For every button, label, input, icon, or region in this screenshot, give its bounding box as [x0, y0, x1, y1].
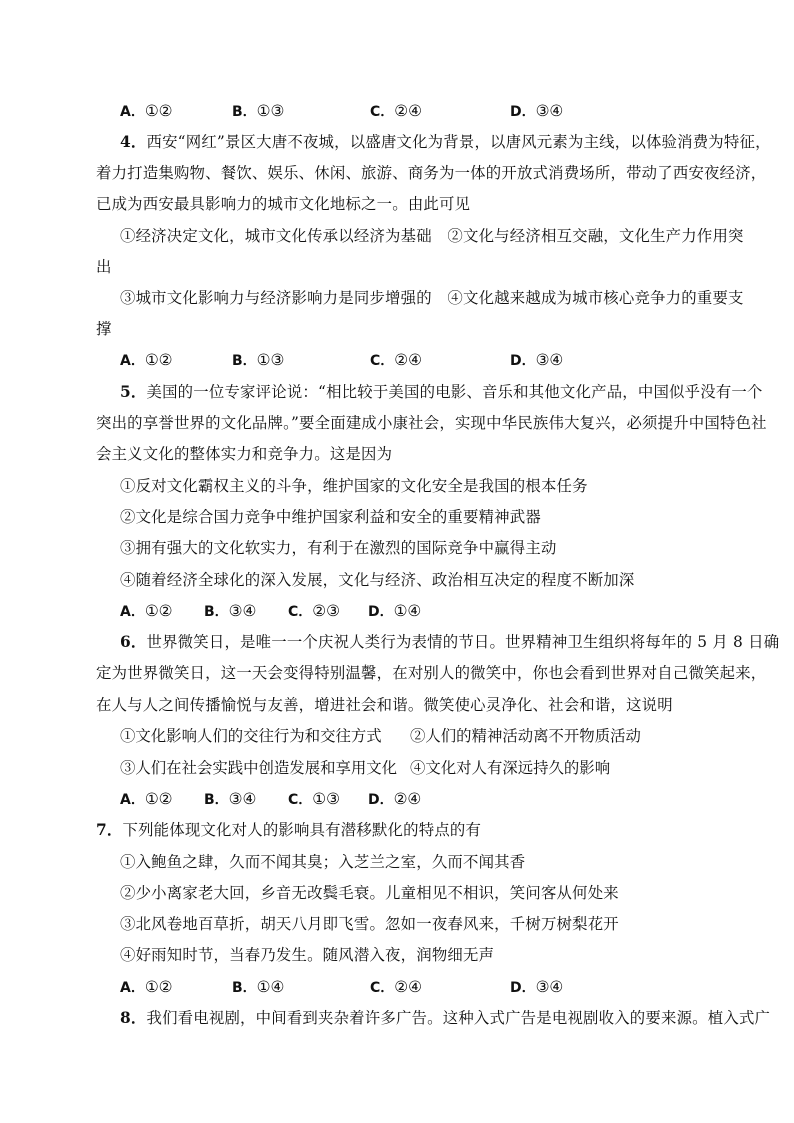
q6-statements-row-2 — [120, 758, 710, 778]
q4-statement-12: ①经济决定文化，城市文化传承以经济为基础 ②文化与经济相互交融，文化生产力作用突 — [120, 227, 744, 245]
q6-statement-3: ③人们在社会实践中创造发展和享用文化 — [120, 759, 398, 777]
q4-statement-34: ③城市文化影响力与经济影响力是同步增强的 ④文化越来越成为城市核心竞争力的重要支 — [120, 289, 744, 307]
q6-option-d: D．②④ — [368, 790, 422, 808]
q7-statement-3: ③北风卷地百草折，胡天八月即飞雪。忽如一夜春风来，千树万树梨花开 — [120, 915, 619, 933]
q7-option-c: C．②④ — [370, 978, 422, 996]
q4-stem-line-2: 着力打造集购物、餐饮、娱乐、休闲、旅游、商务为一体的开放式消费场所，带动了西安夜经济， — [96, 164, 767, 182]
q4-option-c: C．②④ — [370, 351, 422, 369]
q5-option-a: A．①② — [120, 602, 173, 620]
q3-option-c: C．②④ — [370, 102, 422, 120]
q6-statements-row-1 — [120, 726, 710, 746]
q3-options — [120, 101, 720, 121]
q6-statement-4: ④文化对人有深远持久的影响 — [410, 759, 611, 777]
q6-stem-line-1: 6．世界微笑日，是唯一一个庆祝人类行为表情的节日。世界精神卫生组织将每年的 5 月 8 日确 — [120, 633, 780, 651]
q5-option-b: B．③④ — [204, 602, 257, 620]
q3-option-a: A．①② — [120, 102, 173, 120]
q6-stem-line-2: 定为世界微笑日，这一天会变得特别温馨，在对别人的微笑中，你也会看到世界对自己微笑起来， — [96, 664, 767, 682]
q4-statement-34-cont: 撑 — [96, 320, 112, 338]
q4-option-b: B．①③ — [232, 351, 285, 369]
q6-option-c: C．①③ — [288, 790, 340, 808]
q4-stem-line-3: 已成为西安最具影响力的城市文化地标之一。由此可见 — [96, 195, 471, 213]
q6-option-b: B．③④ — [204, 790, 257, 808]
q7-options — [120, 977, 720, 997]
q5-option-c: C．②③ — [288, 602, 340, 620]
q6-statement-1: ①文化影响人们的交往行为和交往方式 — [120, 727, 382, 745]
q3-option-b: B．①③ — [232, 102, 285, 120]
q4-options — [120, 350, 720, 370]
q7-statement-1: ①入鲍鱼之肆，久而不闻其臭；入芝兰之室，久而不闻其香 — [120, 853, 526, 871]
q5-options — [120, 601, 720, 621]
q5-statement-4: ④随着经济全球化的深入发展，文化与经济、政治相互决定的程度不断加深 — [120, 571, 635, 589]
q6-statement-2: ②人们的精神活动离不开物质活动 — [410, 727, 641, 745]
q5-option-d: D．①④ — [368, 602, 422, 620]
q4-option-d: D．③④ — [510, 351, 564, 369]
q5-stem-line-3: 会主义文化的整体实力和竞争力。这是因为 — [96, 445, 393, 463]
q4-statement-12-cont: 出 — [96, 258, 112, 276]
q5-stem-line-2: 突出的享誉世界的文化品牌。”要全面建成小康社会，实现中华民族伟大复兴，必须提升中国特色社 — [96, 414, 767, 432]
q7-option-a: A．①② — [120, 978, 173, 996]
q6-stem-line-3: 在人与人之间传播愉悦与友善，增进社会和谐。微笑使心灵净化、社会和谐，这说明 — [96, 696, 673, 714]
q8-stem-line-1: 8．我们看电视剧，中间看到夹杂着许多广告。这种入式广告是电视剧收入的要来源。植入式广 — [120, 1009, 771, 1027]
q7-statement-2: ②少小离家老大回，乡音无改鬓毛衰。儿童相见不相识，笑问客从何处来 — [120, 884, 619, 902]
q5-stem-line-1: 5．美国的一位专家评论说：“相比较于美国的电影、音乐和其他文化产品，中国似乎没有一个 — [120, 383, 763, 401]
q6-option-a: A．①② — [120, 790, 173, 808]
q7-option-d: D．③④ — [510, 978, 564, 996]
q4-option-a: A．①② — [120, 351, 173, 369]
q5-statement-3: ③拥有强大的文化软实力，有利于在激烈的国际竞争中赢得主动 — [120, 539, 557, 557]
q5-statement-2: ②文化是综合国力竞争中维护国家利益和安全的重要精神武器 — [120, 508, 541, 526]
q6-options — [120, 789, 720, 809]
q7-stem: 7．下列能体现文化对人的影响具有潜移默化的特点的有 — [96, 821, 482, 839]
q7-statement-4: ④好雨知时节，当春乃发生。随风潜入夜，润物细无声 — [120, 946, 495, 964]
q4-stem-line-1: 4．西安“网红”景区大唐不夜城，以盛唐文化为背景，以唐风元素为主线，以体验消费为特征， — [120, 133, 771, 151]
q3-option-d: D．③④ — [510, 102, 564, 120]
q7-option-b: B．①④ — [232, 978, 285, 996]
q5-statement-1: ①反对文化霸权主义的斗争，维护国家的文化安全是我国的根本任务 — [120, 477, 588, 495]
